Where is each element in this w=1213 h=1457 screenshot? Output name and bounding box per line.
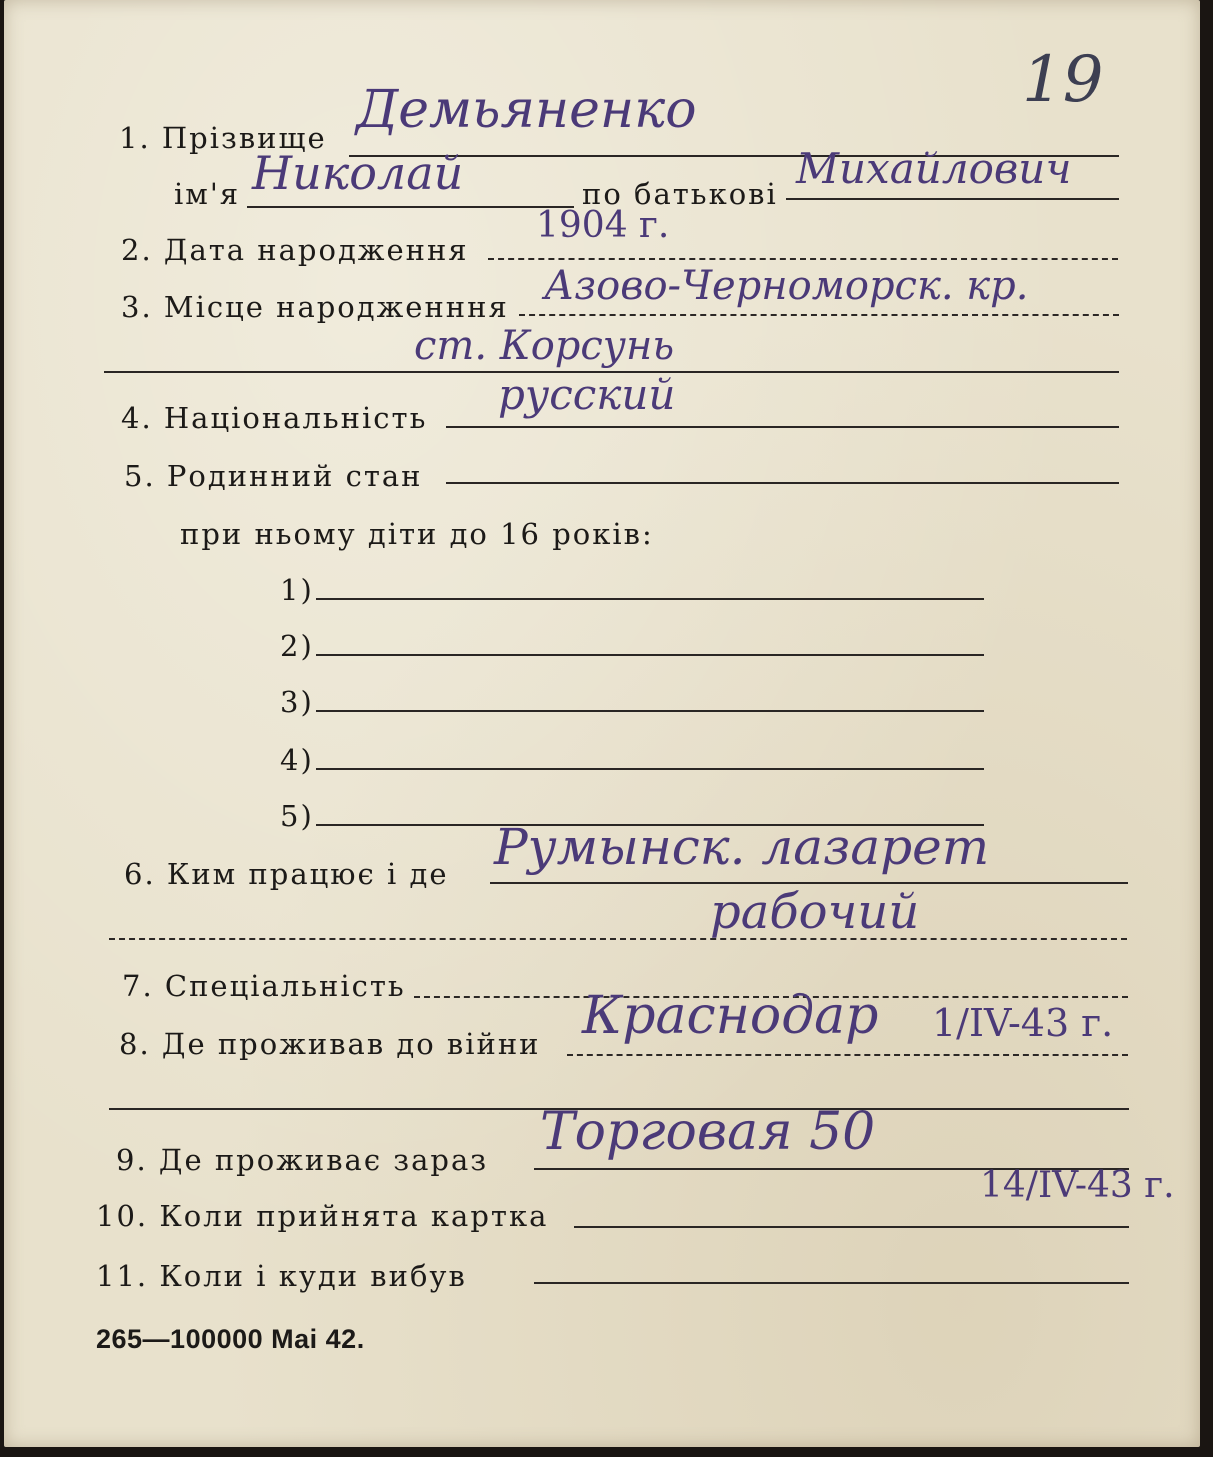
occupation-value-1: Румынск. лазарет (494, 818, 990, 876)
occupation-value-2: рабочий (710, 884, 920, 940)
prewar-residence-line (567, 1054, 1128, 1056)
nationality-line (446, 426, 1119, 428)
first-name-value: Николай (252, 146, 464, 200)
patronymic-value: Михайлович (796, 144, 1072, 193)
card-number: 19 (1022, 43, 1104, 117)
child-line-3 (316, 710, 984, 712)
family-status-line (446, 482, 1119, 484)
patronymic-line (786, 198, 1119, 200)
child-item-5: 5) (280, 799, 314, 833)
name-label: ім'я (174, 177, 241, 211)
prewar-residence-label: 8. Де проживав до війни (119, 1027, 541, 1061)
child-item-4: 4) (280, 743, 314, 777)
patronymic-label: по батькові (582, 177, 778, 211)
print-code: 265—100000 Mai 42. (96, 1324, 365, 1354)
birth-date-line (488, 258, 1118, 260)
prewar-residence-value: Краснодар (582, 986, 879, 1046)
current-residence-label: 9. Де проживає зараз (116, 1143, 489, 1177)
card-accepted-label: 10. Коли прийнята картка (96, 1199, 549, 1233)
birth-date-label: 2. Дата народження (121, 233, 469, 267)
birth-place-value-1: Азово-Черноморск. кр. (544, 263, 1029, 309)
registration-card (4, 0, 1200, 1447)
surname-label: 1. Прізвище (119, 121, 327, 155)
children-label: при ньому діти до 16 років: (180, 517, 654, 551)
family-status-label: 5. Родинний стан (124, 459, 423, 493)
child-item-1: 1) (280, 573, 314, 607)
current-residence-value: Торговая 50 (540, 1102, 876, 1162)
name-line (247, 206, 574, 208)
specialty-label: 7. Спеціальність (122, 969, 406, 1003)
child-item-3: 3) (280, 685, 314, 719)
child-item-2: 2) (280, 629, 314, 663)
surname-value: Демьяненко (356, 80, 697, 140)
card-accepted-line (574, 1226, 1129, 1228)
birth-place-value-2: ст. Корсунь (414, 323, 675, 369)
card-accepted-date-value: 14/IV-43 г. (980, 1165, 1175, 1206)
departed-line (534, 1282, 1129, 1284)
child-line-2 (316, 654, 984, 656)
occupation-label: 6. Ким працює і де (124, 857, 449, 891)
prewar-date-value: 1/IV-43 г. (932, 1001, 1114, 1045)
birth-year-value: 1904 г. (536, 205, 670, 246)
departed-label: 11. Коли і куди вибув (96, 1259, 467, 1293)
child-line-1 (316, 598, 984, 600)
birth-place-label: 3. Місце народженння (121, 290, 509, 324)
nationality-value: русский (498, 370, 676, 419)
child-line-4 (316, 768, 984, 770)
birth-place-line (519, 314, 1119, 316)
occupation-line-2 (109, 938, 1127, 940)
nationality-label: 4. Національність (121, 401, 428, 435)
